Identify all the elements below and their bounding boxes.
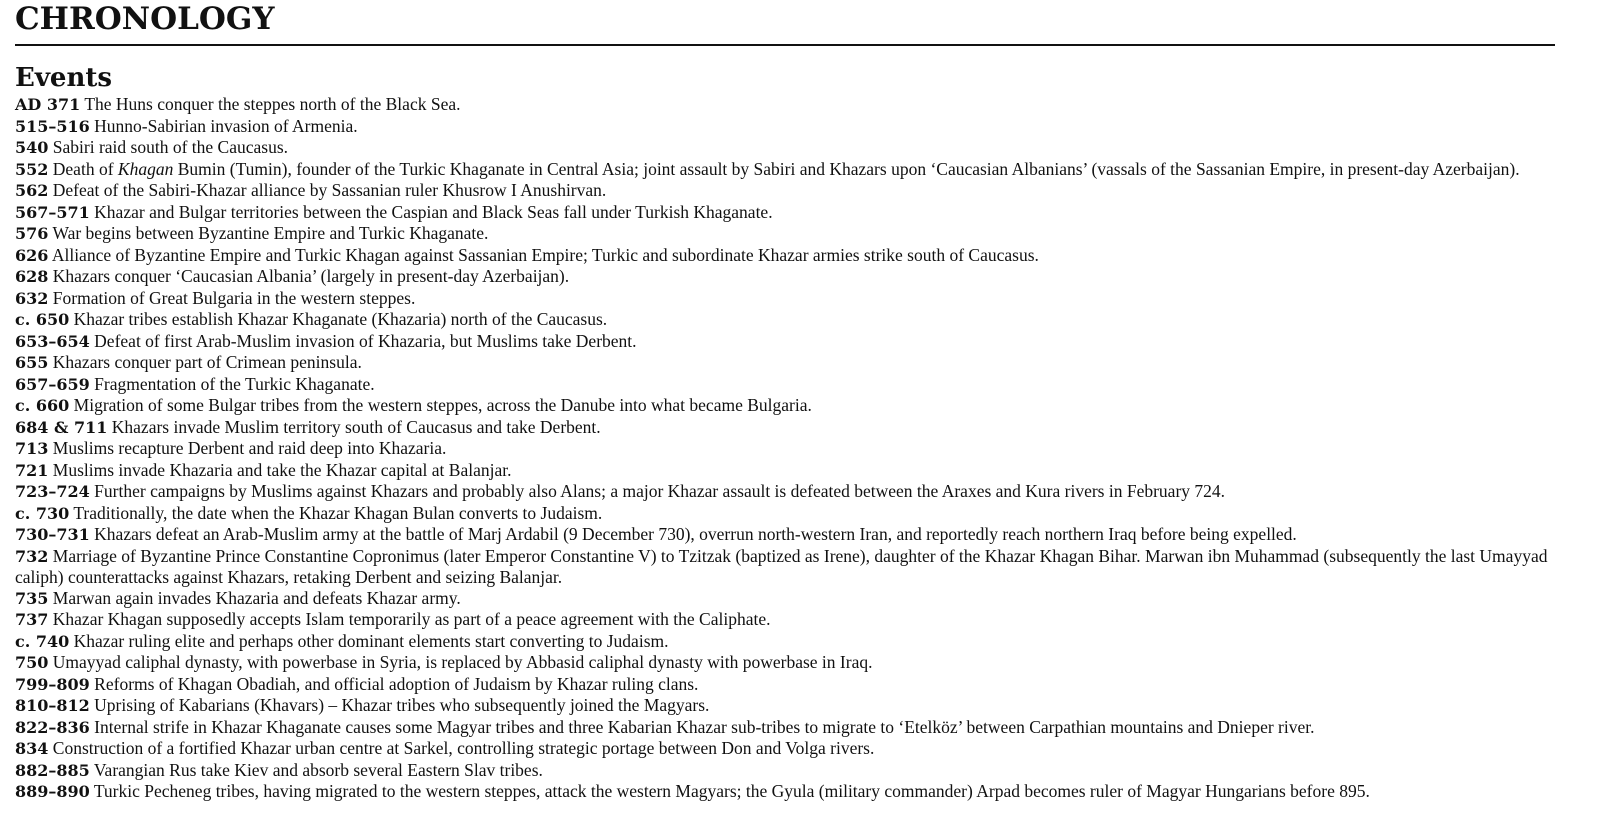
event-entry xyxy=(15,738,1555,760)
event-date: 750 xyxy=(15,653,49,672)
event-text: Khazars invade Muslim territory south of Caucasus and take Derbent. xyxy=(111,416,601,437)
event-date: c. 660 xyxy=(15,396,70,415)
event-text: Khazar tribes establish Khazar Khaganate (Khazaria) north of the Caucasus. xyxy=(73,309,608,329)
event-date: c. 650 xyxy=(15,310,70,329)
event-text: Khazar ruling elite and perhaps other dominant elements start converting to Judaism. xyxy=(73,630,669,651)
event-date: c. 730 xyxy=(15,503,70,523)
event-date: AD 371 xyxy=(15,95,81,114)
event-text: Further campaigns by Muslims against Khazars and probably also Alans; a major Khazar assault is defeated between the Araxes and Kura rivers in February 724. xyxy=(94,481,1226,501)
event-date: 552 xyxy=(15,159,49,179)
title-divider xyxy=(15,44,1555,46)
event-date: 515–516 xyxy=(15,116,90,136)
event-entry xyxy=(15,395,1555,417)
event-entry xyxy=(15,460,1555,482)
event-text: Traditionally, the date when the Khazar Khagan Bulan converts to Judaism. xyxy=(73,502,603,523)
event-entry xyxy=(15,116,1555,138)
event-entry xyxy=(15,588,1555,610)
event-text: Fragmentation of the Turkic Khaganate. xyxy=(94,373,375,394)
event-text: Migration of some Bulgar tribes from the western steppes, across the Danube into what became Bulgaria. xyxy=(73,395,812,415)
event-entry xyxy=(15,674,1555,696)
event-entry xyxy=(15,438,1555,460)
event-date: 540 xyxy=(15,138,49,157)
event-date: 713 xyxy=(15,439,49,458)
event-date: 626 xyxy=(15,245,49,265)
event-entry xyxy=(15,631,1555,653)
event-date: 628 xyxy=(15,267,49,286)
event-text-prefix: Death of xyxy=(52,158,118,179)
event-text: Internal strife in Khazar Khaganate causes some Magyar tribes and three Kabarian Khazar sub-tribes to migrate to ‘Etelköz’ between Carpathian mountains and Dnieper river. xyxy=(94,716,1315,737)
event-date: 655 xyxy=(15,353,49,372)
event-text: Khazar and Bulgar territories between the Caspian and Black Seas fall under Turkish Khaganate. xyxy=(94,201,773,222)
event-text: Marwan again invades Khazaria and defeats Khazar army. xyxy=(52,587,461,608)
event-text: Khazars conquer part of Crimean peninsula. xyxy=(52,352,362,372)
event-entry xyxy=(15,374,1555,396)
event-entry xyxy=(15,266,1555,288)
event-date: 834 xyxy=(15,739,49,758)
event-entry xyxy=(15,223,1555,245)
event-entry xyxy=(15,481,1555,503)
event-date: 799–809 xyxy=(15,674,90,694)
event-date: 657–659 xyxy=(15,374,90,394)
event-date: 730–731 xyxy=(15,525,90,544)
event-entry xyxy=(15,94,1555,116)
event-date: 889–890 xyxy=(15,782,90,801)
event-text: Hunno-Sabirian invasion of Armenia. xyxy=(94,115,358,136)
event-text: Sabiri raid south of the Caucasus. xyxy=(52,137,289,157)
event-text: Khazars defeat an Arab-Muslim army at the battle of Marj Ardabil (9 December 730), overrun north-western Iran, and reportedly reach northern Iraq before being expelled. xyxy=(94,524,1297,544)
event-entry xyxy=(15,760,1555,782)
event-entry xyxy=(15,331,1555,353)
page-title: CHRONOLOGY xyxy=(15,1,275,37)
event-entry xyxy=(15,309,1555,331)
event-entry xyxy=(15,137,1555,159)
event-text: Turkic Pecheneg tribes, having migrated to the western steppes, attack the western Magyars; the Gyula (military commander) Arpad becomes ruler of Magyar Hungarians before 895. xyxy=(93,781,1370,801)
event-date: 723–724 xyxy=(15,482,90,501)
event-entry xyxy=(15,652,1555,674)
event-text: Muslims recapture Derbent and raid deep into Khazaria. xyxy=(52,438,447,458)
event-entry xyxy=(15,180,1555,202)
event-text: Formation of Great Bulgaria in the western steppes. xyxy=(52,287,416,308)
event-entry xyxy=(15,546,1555,588)
event-date: 882–885 xyxy=(15,760,90,780)
event-date: 822–836 xyxy=(15,717,90,737)
event-text: War begins between Byzantine Empire and Turkic Khaganate. xyxy=(52,223,489,243)
event-date: 576 xyxy=(15,224,49,243)
event-date: 684 & 711 xyxy=(15,417,108,437)
event-date: 721 xyxy=(15,460,49,480)
event-text: Defeat of the Sabiri-Khazar alliance by Sassanian ruler Khusrow I Anushirvan. xyxy=(52,180,607,200)
event-date: 735 xyxy=(15,588,49,608)
event-text: Construction of a fortified Khazar urban centre at Sarkel, controlling strategic portage between Don and Volga rivers. xyxy=(52,738,875,758)
event-entry xyxy=(15,524,1555,546)
event-entry xyxy=(15,417,1555,439)
event-date: 737 xyxy=(15,610,49,629)
event-entry xyxy=(15,352,1555,374)
event-text: Bumin (Tumin), founder of the Turkic Khaganate in Central Asia; joint assault by Sabiri and Khazars upon ‘Caucasian Albanians’ (vassals of the Sassanian Empire, in present-day Azerbaijan). xyxy=(173,158,1520,179)
event-date: 732 xyxy=(15,546,49,566)
event-text: The Huns conquer the steppes north of the Black Sea. xyxy=(84,94,461,114)
event-date: 632 xyxy=(15,288,49,308)
event-text: Khazars conquer ‘Caucasian Albania’ (largely in present-day Azerbaijan). xyxy=(52,266,570,286)
event-text: Varangian Rus take Kiev and absorb several Eastern Slav tribes. xyxy=(93,759,543,780)
event-text: Muslims invade Khazaria and take the Khazar capital at Balanjar. xyxy=(52,459,512,480)
event-text: Defeat of first Arab-Muslim invasion of Khazaria, but Muslims take Derbent. xyxy=(94,330,637,351)
event-text: Reforms of Khagan Obadiah, and official adoption of Judaism by Khazar ruling clans. xyxy=(94,673,699,694)
event-text: Marriage of Byzantine Prince Constantine Copronimus (later Emperor Constantine V) to Tzitzak (baptized as Irene), daughter of the Khazar Khagan Bihar. Marwan ibn Muhammad (subsequently the last Umayyad caliph) counterattacks against Khazars, retaking Derbent and seizing Balanjar. xyxy=(15,545,1548,587)
event-entry xyxy=(15,717,1555,739)
event-text: Umayyad caliphal dynasty, with powerbase in Syria, is replaced by Abbasid caliphal dynasty with powerbase in Iraq. xyxy=(52,652,873,672)
event-date: 562 xyxy=(15,181,49,200)
event-entry xyxy=(15,202,1555,224)
event-date: 810–812 xyxy=(15,696,90,715)
event-entry xyxy=(15,695,1555,717)
event-entry xyxy=(15,288,1555,310)
event-text: Khazar Khagan supposedly accepts Islam temporarily as part of a peace agreement with the Caliphate. xyxy=(52,609,771,629)
events-list xyxy=(15,94,1555,803)
event-text: Alliance of Byzantine Empire and Turkic Khagan against Sassanian Empire; Turkic and subordinate Khazar armies strike south of Caucasus. xyxy=(51,244,1039,265)
event-entry xyxy=(15,781,1555,803)
event-entry xyxy=(15,159,1555,181)
event-text-emphasis: Khagan xyxy=(117,158,174,179)
event-entry xyxy=(15,609,1555,631)
event-text: Uprising of Kabarians (Khavars) – Khazar tribes who subsequently joined the Magyars. xyxy=(94,695,710,715)
event-entry xyxy=(15,503,1555,525)
event-entry xyxy=(15,245,1555,267)
event-date: c. 740 xyxy=(15,631,70,651)
event-date: 567–571 xyxy=(15,202,90,222)
section-heading: Events xyxy=(15,63,113,93)
event-date: 653–654 xyxy=(15,331,90,351)
